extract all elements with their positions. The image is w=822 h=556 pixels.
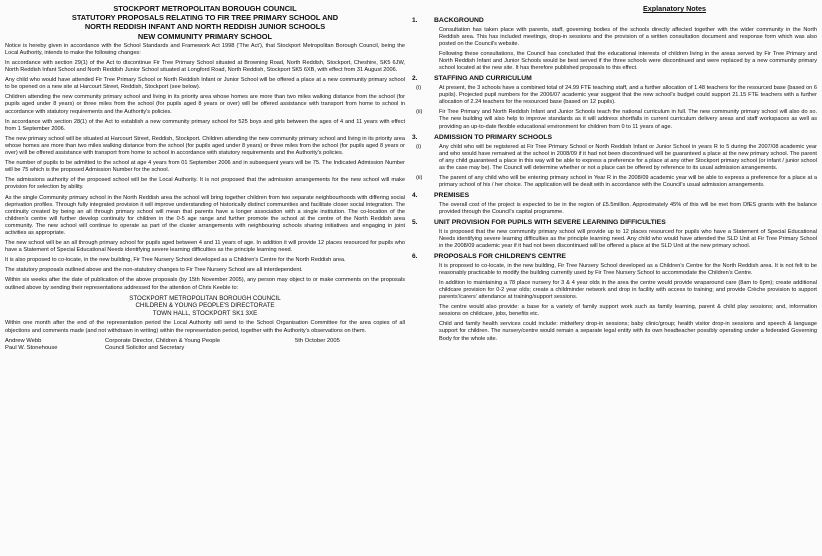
co-locate-paragraph: It is also proposed to co-locate, in the new building, Fir Tree Nursery School developed as a Children's Centre for the North Reddish area. [5,257,346,264]
childrens-centre-paragraph-4: Child and family health services could include: midwifery drop-in sessions; baby clinic/group; health visitor drop-in sessions and speech & language support for children. The nursery/centre would remain a separate legal entity with its own headteacher possibly operating under a federated Governing Body for the whole site. [439,321,817,342]
notice-paragraph: Notice is hereby given in accordance with the School Standards and Framework Act 1998 ('The Act'), that Stockport Metropolitan Borough Council, being the Local Authority, intends to make the following changes: [5,42,405,56]
interdependent-paragraph: The statutory proposals outlined above and the non-statutory changes to Fir Tree Nursery School are all interdependent. [5,267,303,274]
section-number: 3. [412,133,418,141]
discontinue-paragraph: In accordance with section 29(1) of the Act to discontinue Fir Tree Primary School situated at Browning Road, North Reddish, Stockport, Cheshire, SK5 6JW, North Reddish Infant School and North Reddish Junior School situated at Longford Road, North Reddish, Stockport SK5 6XB, with effect from 31 August 2006. [5,60,405,74]
section-heading-background [412,17,817,25]
admission-number-paragraph: The number of pupils to be admitted to the school at age 4 years from 01 September 2006 and in subsequent years will be 75. The Indicated Admission Number will be 75 which is the proposed Admission Number for the school. [5,160,405,174]
statutory-notice-column [5,4,405,352]
address-line-3: TOWN HALL, STOCKPORT SK1 3XE [152,309,258,317]
section-number: 4. [412,191,418,199]
section-heading-admission [412,134,817,142]
section-title: BACKGROUND [434,17,484,24]
address-block [5,295,405,318]
item-number: (ii) [416,109,423,116]
admission-item-1 [412,144,817,172]
closing-paragraph: Within one month after the end of the representation period the Local Authority will send to the School Organisation Committee for the area copies of all objections and comments made (and not withdrawn in writing) within the representation period, together with the Authority's observations on them. [5,320,405,334]
signatory-title-2: Council Solicitor and Secretary [105,344,185,351]
address-line-2: CHILDREN & YOUNG PEOPLE'S DIRECTORATE [135,302,275,310]
section-number: 1. [412,17,418,24]
staffing-item-2 [412,109,817,130]
item-number: (ii) [416,174,423,181]
signatory-title-1: Corporate Director, Children & Young People [105,337,221,344]
section-title: STAFFING AND CURRICULUM [434,75,532,83]
section-heading-premises [412,192,817,200]
section-title: UNIT PROVISION FOR PUPILS WITH SEVERE LEARNING DIFFICULTIES [434,218,666,226]
establish-paragraph: In accordance with section 28(1) of the Act to establish a new community primary school for 525 boys and girls between the ages of 4 and 11 years with effect from 1 September 2006. [5,118,405,132]
section-number: 6. [412,253,418,261]
address-line-1: STOCKPORT METROPOLITAN BOROUGH COUNCIL [129,294,281,302]
staffing-item-1 [412,85,817,106]
item-text: Fir Tree Primary and North Reddish Infant and Junior Schools teach the national curriculum in full. The new community primary school will also do so. The new building will also help to improve standards as it will address shortfalls in current curriculum delivery areas and staff workspaces as well as providing an up-to-date flexible educational environment for children from 0 to 11 years of age. [439,109,817,130]
item-text: Any child who will be registered at Fir Tree Primary School or North Reddish Infant or Junior School in years R to 5 during the 2007/08 academic year and who would have remained at the school in 2008/09 if it had not been discontinued will be guaranteed a place at the new primary school. The parent of any child guaranteed a place in this way will be able to express a preference for a place at any other Stockport primary school (or infant / junior school as the case may be). The Council will determine whether or not a place can be offered by reference to its usual admission arrangements. [439,143,817,171]
signatory-name-2: Paul W. Stonehouse [5,344,58,351]
proposal-heading: STATUTORY PROPOSALS RELATING TO FIR TREE PRIMARY SCHOOL AND [71,13,339,23]
signatory-name-1: Andrew Webb [5,337,42,344]
notice-date: 5th October 2005 [295,337,340,344]
signature-row-2 [5,345,405,352]
background-paragraph-2: Following these consultations, the Council has concluded that the educational interests of children living in the areas served by Fir Tree Primary and North Reddish Infant and Junior Schools would be best served if the three schools were discontinued and were replaced by a new community primary school located at the new site. It has therefore published proposals to this effect. [439,51,817,72]
location-paragraph: The new primary school will be situated at Harcourt Street, Reddish, Stockport. Children attending the new community primary school and living in its priority area whose homes are more than two miles walking distance from the school (for pupils aged under 8 years) or three miles from the school (for pupils aged 8 years or over) will be offered assistance with transport from home to school in accordance with statutory requirements and the Authority's policies. [5,135,405,157]
item-number: (i) [416,143,422,150]
signature-row-1 [5,338,405,345]
premises-paragraph: The overall cost of the project is expected to be in the region of £5.5million. Approximately 45% of this will be met from DfES grants with the balance provided through the Council's capital programme. [439,201,817,215]
section-title: PROPOSALS FOR CHILDREN'S CENTRE [434,253,566,261]
item-number: (i) [416,85,422,92]
section-title: PREMISES [434,191,470,199]
section-heading-childrens-centre [412,253,817,261]
background-paragraph-1: Consultation has taken place with parents, staff, governing bodies of the schools directly affected together with the wider community in the North Reddish area. This has included meetings, drop-in sessions and the provision of a written consultation document and response form which was also posted on the Council's website. [439,27,817,48]
explanatory-notes-column [412,4,817,346]
schools-heading: NORTH REDDISH INFANT AND NORTH REDDISH JUNIOR SCHOOLS [84,22,326,32]
unit-provision-paragraph: It is proposed that the new community primary school will provide up to 12 places resourced for pupils who have a Statement of Special Educational Needs identifying severe learning difficulties as the principle learning need. Any child who would have attended the SLD Unit at Fir Tree Primary School in the 2008/09 academic year if it had not been discontinued will be offered a place at the SLD Unit at the new primary school. [439,228,817,250]
childrens-centre-paragraph-2: In addition to maintaining a 78 place nursery for 3 & 4 year olds in the area the centre would provide wraparound care (8am to 6pm); create additional childcare provision for 0-2 year olds; create a childminder network and drop in facility with access to training; and provide Crèche provision to support parents'/carers' attendance at training/support sessions. [439,280,817,301]
sen-paragraph: The new school will be an all through primary school for pupils aged between 4 and 11 years of age. In addition it will provide 12 places resourced for pupils who have a Statement of Special Educational Needs identifying severe learning difficulties as the principle learning need. [5,240,405,254]
explanatory-notes-title: Explanatory Notes [642,4,707,13]
new-school-heading: NEW COMMUNITY PRIMARY SCHOOL [137,31,273,41]
childrens-centre-paragraph-1: It is proposed to co-locate, in the new building, Fir Tree Nursery School developed as a Children's Centre for the North Reddish area. It is not felt to be reasonably practicable to modify the building currently used by Fir Tree Nursery School to accommodate the Children's Centre. [439,263,817,277]
admission-item-2 [412,175,817,189]
community-paragraph: As the single Community primary school in the North Reddish area the school will bring together children from two separate neighbourhoods with differing social deprivation profiles. Through fully integrated provision it will improve understanding of historically distinct communities and facilitate closer social integration. The continuity created by being an all through primary school will mean that parents have a longer association with a single institution. The co-location of the children's centre will further develop continuity for children in the 0-5 age range and further promote the school at the centre of the North Reddish area community. The new school will continue to operate as part of the cluster arrangements with neighbouring schools sharing initiatives and engaging in joint activities as appropriate. [5,194,405,236]
transport-paragraph: Children attending the new community primary school and living in its priority area whose homes are more than two miles walking distance from the school (for pupils aged under 8 years) or three miles from the school (for pupils aged 8 years or over) will be offered assistance with transport from home to school in accordance with statutory requirements and the Authority's policies. [5,94,405,115]
objections-paragraph: Within six weeks after the date of publication of the above proposals (by 15th November 2005), any person may object to or make comments on the proposals outlined above by sending their representations addressed for the attention of Chris Keeble to: [5,277,405,291]
item-text: The parent of any child who will be entering primary school in Year R in the 2008/09 academic year will be able to express a preference for a place at a primary school of his / her choice. The application will be dealt with in accordance with the Council's usual admission arrangements. [439,174,817,188]
section-heading-staffing [412,75,817,83]
admissions-authority-paragraph: The admissions authority of the proposed school will be the Local Authority. It is not proposed that the admission arrangements for the new school will make provision for selection by ability. [5,177,405,191]
section-title: ADMISSION TO PRIMARY SCHOOLS [434,133,553,141]
council-heading: STOCKPORT METROPOLITAN BOROUGH COUNCIL [113,4,297,13]
section-number: 5. [412,218,418,226]
childrens-centre-paragraph-3: The centre would also provide: a base for a variety of family support work such as family learning, parent & child play sessions; and, information sessions on childcare, jobs, benefits etc. [439,304,817,318]
offered-place-paragraph: Any child who would have attended Fir Tree Primary School or North Reddish Infant or Junior School will be offered a place at a new community primary school to be opened on a new site at Harcourt Street, Reddish, Stockport (see below). [5,77,405,91]
item-text: At present, the 3 schools have a combined total of 24.99 FTE teaching staff, and a further allocation of 1.48 teachers for the resourced base (based on 6 pupils). Projected pupil numbers for the 2006/07 academic year suggest that the new school's budget could support 21.15 FTE teachers with a further allocation of 2.24 teachers for the resourced base (based on 12 pupils). [439,85,817,106]
section-heading-unit-provision [412,219,817,227]
section-number: 2. [412,75,418,83]
